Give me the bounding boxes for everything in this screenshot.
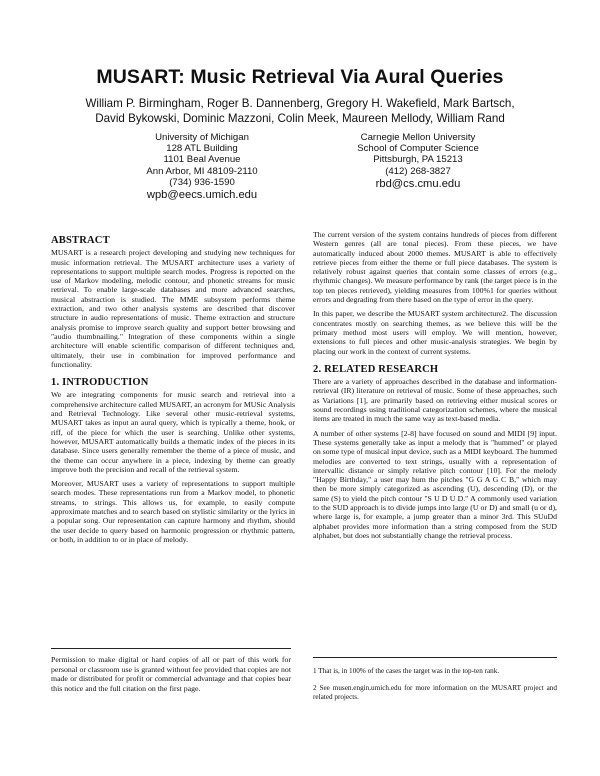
abstract-text: MUSART is a research project developing and studying new techniques for music information retrieval. The MUSART architecture uses a variety of representations to support multiple search modes. Progress is reported on the use of Markov modeling, melodic contour, and phonetic streams for music retrieval. To enable large-scale databases and more advanced searches, musical abstraction is studied. The MME subsystem performs theme extraction, and two other analysis systems are described that discover structure in audio representations of music. Theme extraction and structure analysis promise to improve search quality and support better browsing and "audio thumbnailing." Integration of these components within a single architecture will enable scientific comparison of different techniques and, ultimately, their use in combination for improved performance and functionality. [51, 248, 295, 369]
email-link[interactable]: wpb@eecs.umich.edu [146, 189, 258, 202]
footnote-1: 1 That is, in 100% of the cases the target was in the top-ten rank. [313, 667, 500, 675]
copyright-notice: Permission to make digital or hard copies of all or part of this work for personal or classroom use is granted without fee provided that copies are not made or distributed for profit or commercial advantage and that copies bear this notice and the full citation on the first page. [51, 648, 291, 693]
abstract-heading: ABSTRACT [51, 235, 110, 246]
affiliation-line: Pittsburgh, PA 15213 [373, 154, 463, 166]
intro-paragraph-1: We are integrating components for music search and retrieval into a comprehensive architecture called MUSART, an acronym for MUSic Analysis and Retrieval Technology. Like several other music-retrieval systems, MUSART takes as input an aural query, which is typically a theme, hook, or riff, of the piece for which the user is searching. Unlike other systems, however, MUSART automatically builds a thematic index of the pieces in its database. Since users generally remember the theme of a piece of music, and the theme can occur anywhere in a piece, indexing by theme can greatly improve both the precision and recall of the retrieval system. [51, 390, 295, 474]
related-paragraph-1: There are a variety of approaches described in the database and information-retrieval (IR) literature on retrieval of music. Some of these approaches, such as Variations [1], are primarily based on retrieving either musical scores or sound recordings using traditional categorization schemes, where the musical items are treated in much the same way as text-based media. [313, 377, 557, 424]
authors-line-2: David Bykowski, Dominic Mazzoni, Colin Meek, Maureen Mellody, William Rand [95, 112, 505, 125]
affiliation-cmu [318, 132, 518, 190]
affiliation-line: 128 ATL Building [166, 143, 238, 155]
related-paragraph-2: A number of other systems [2-8] have focused on sound and MIDI [9] input. These systems generally take as input a melody that is "hummed" or played on some type of musical input device, such as a MIDI keyboard. The hummed melodies are converted to text strings, usually with a representation of intervallic distance or simply relative pitch contour [10]. For the melody "Happy Birthday," a user may hum the pitches "G G A G C B," which may then be more simply categorized as ascending (U), descending (D), or the same (S) to yield the pitch contour "S U D U D." A commonly used variation to the SUD approach is to divide jumps into large (U or D) and small (u or d), where large is, for example, a jump greater than a minor 3rd. This SUuDd alphabet provides more information than a string composed from the SUD alphabet, but does not substantially change the retrieval process. [313, 428, 557, 540]
affiliation-line: Carnegie Mellon University [360, 132, 476, 143]
affiliation-line: 1101 Beal Avenue [163, 154, 241, 166]
affiliation-line: School of Computer Science [357, 143, 479, 155]
affiliation-line: (412) 268-3827 [385, 165, 451, 177]
email-link[interactable]: rbd@cs.cmu.edu [375, 177, 461, 190]
left-column [51, 236, 295, 549]
footnote-2: 2 See musen.engin.umich.edu for more information on the MUSART project and related projects. [313, 683, 557, 702]
related-research-heading: 2. RELATED RESEARCH [313, 363, 439, 375]
footnotes [313, 657, 557, 710]
affiliation-michigan [112, 132, 292, 201]
right-column [313, 230, 557, 545]
affiliation-line: Ann Arbor, MI 48109-2110 [146, 165, 258, 177]
authors-line-1: William P. Birmingham, Roger B. Dannenberg, Gregory H. Wakefield, Mark Bartsch, [85, 97, 515, 110]
system-paragraph: The current version of the system contains hundreds of pieces from different Western genres (all are tonal pieces). From these pieces, we have automatically induced about 2000 themes. MUSART is able to effectively retrieve pieces from either the theme or full piece databases. The system is relatively robust against queries that contain some classes of errors (e.g., rhythmic changes). We measure performance by rank (the target piece is in the top ten pieces retrieved), yielding measures from 100%1 for queries without errors and degrading from there based on the type of error in the query. [313, 230, 557, 305]
author-list [40, 96, 560, 126]
paper-title: MUSART: Music Retrieval Via Aural Queries [96, 66, 504, 88]
affiliation-line: University of Michigan [155, 132, 249, 143]
affiliation-line: (734) 936-1590 [169, 176, 235, 188]
introduction-heading: 1. INTRODUCTION [51, 377, 149, 389]
intro-paragraph-2: Moreover, MUSART uses a variety of representations to support multiple search modes. These representations run from a Markov model, to phonetic streams, to strings. This allows us, for example, to easily compute approximate matches and to search based on stylistic similarity or the lyrics in a popular song. Our representation can capture harmony and rhythm, should the user decide to query based on harmonic progression or rhythmic pattern, or both, in addition to or in place of melody. [51, 479, 295, 544]
architecture-paragraph: In this paper, we describe the MUSART system architecture2. The discussion concentrates mostly on searching themes, as we believe this will be the primary method most users will employ. We will mention, however, extensions to full pieces and other music-analysis strategies. We begin by placing our work in the context of current systems. [313, 309, 557, 356]
